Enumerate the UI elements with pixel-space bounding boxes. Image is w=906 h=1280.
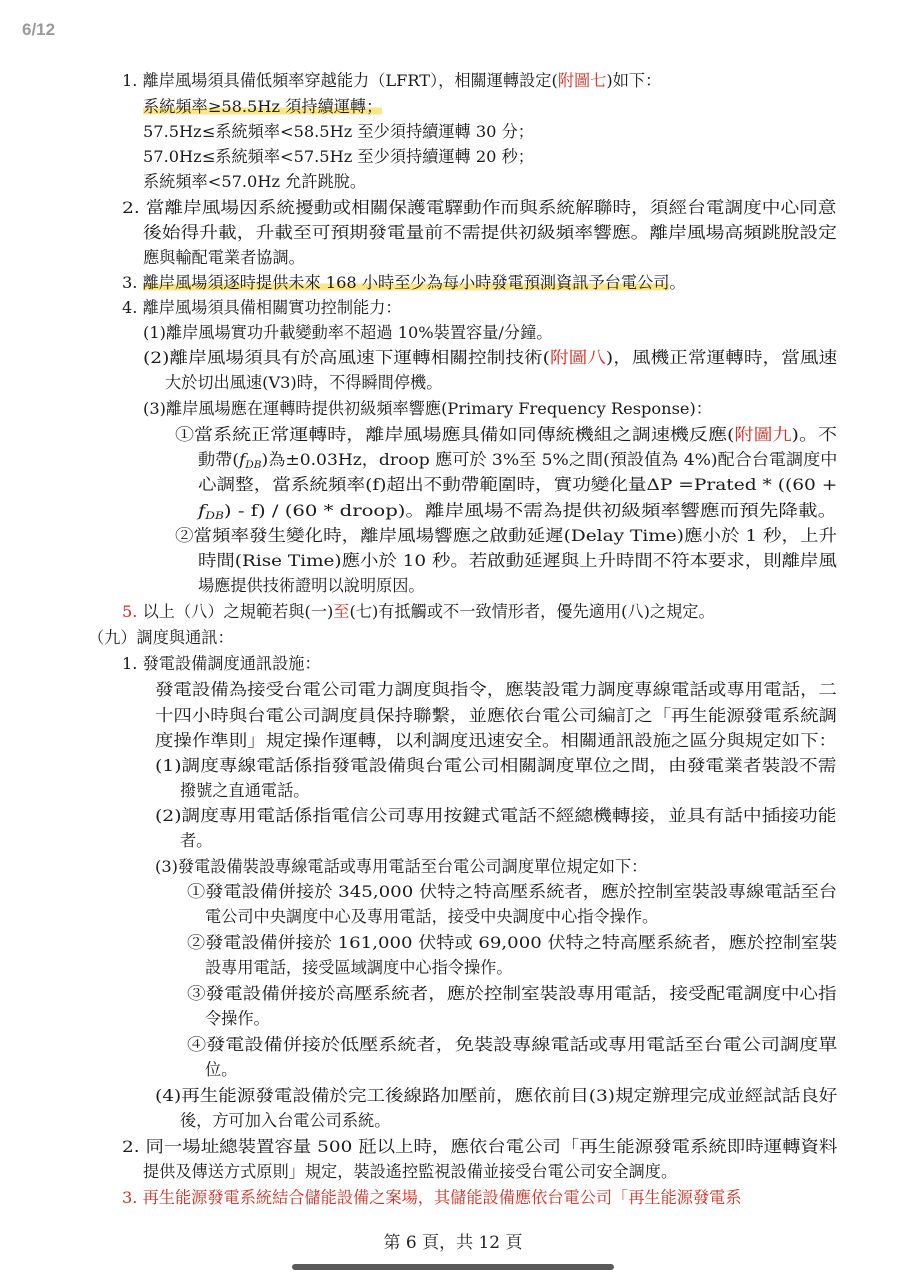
text-segment: ④發電設備併接於低壓系統者，免裝設專線電話或專用電話至台電公司調度單 (187, 1035, 838, 1054)
text-line (187, 932, 837, 954)
text-segment: 3. (122, 273, 143, 292)
page-indicator: 6/12 (22, 20, 56, 39)
text-segment: 57.0Hz≤系統頻率<57.5Hz 至少須持續運轉 20 秒； (143, 147, 534, 166)
text-line (122, 70, 661, 92)
text-segment: 4. 離岸風場須具備相關實功控制能力： (122, 298, 402, 317)
text-segment: 動帶( (198, 450, 239, 469)
text-segment: (3)離岸風場應在運轉時提供初級頻率響應(Primary Frequency Response)： (143, 399, 712, 418)
text-segment: ①當系統正常運轉時，離岸風場應具備如同傳統機組之調速機反應( (175, 425, 735, 444)
text-line (122, 197, 836, 219)
text-line (198, 474, 837, 496)
text-segment: 電公司中央調度中心及專用電話，接受中央調度中心指令操作。 (205, 907, 659, 926)
text-segment: 設專用電話，接受區域調度中心指令操作。 (205, 958, 513, 977)
text-segment: 提供及傳送方式原則」規定，裝設遙控監視設備並接受台電公司安全調度。 (143, 1162, 678, 1181)
text-segment: 2. 當離岸風場因系統擾動或相關保護電驛動作而與系統解聯時，須經台電調度中心同意 (122, 198, 837, 217)
text-line (155, 856, 647, 878)
text-line (205, 1059, 237, 1081)
text-line (180, 780, 310, 802)
text-line (180, 1110, 390, 1132)
text-segment: ②當頻率發生變化時，離岸風場響應之啟動延遲(Delay Time)應小於 1 秒，上升 (175, 526, 838, 545)
text-line (122, 653, 321, 675)
text-line (205, 1008, 270, 1030)
text-line (180, 830, 212, 852)
text-segment: 者。 (180, 831, 213, 850)
text-segment: ①發電設備併接於 345,000 伏特之特高壓系統者，應於控制室裝設專線電話至台 (187, 882, 838, 901)
text-line (143, 1161, 677, 1183)
text-segment: 後，方可加入台電公司系統。 (180, 1111, 391, 1130)
text-segment: 以上（八）之規範若與(一) (137, 602, 334, 621)
red-text: 3. 再生能源發電系統結合儲能設備之案場，其儲能設備應依台電公司「再生能源發電系 (122, 1188, 742, 1207)
text-segment: 系統頻率<57.0Hz 允許跳脫。 (143, 172, 367, 191)
text-line (205, 906, 658, 928)
text-line (88, 627, 234, 649)
page-footer: 第 6 頁，共 12 頁 (383, 1233, 523, 1253)
text-line (198, 500, 837, 528)
text-segment: (2)調度專用電話係指電信公司專用按鍵式電話不經總機轉接，並具有話中插接功能 (155, 806, 837, 825)
text-line (143, 347, 837, 369)
text-line (198, 449, 837, 477)
text-line (187, 881, 837, 903)
text-segment: （九）調度與通訊： (88, 628, 234, 647)
text-segment: 大於切出風速(V3)時，不得瞬間停機。 (165, 373, 443, 392)
text-segment: f (238, 450, 246, 469)
text-segment: 發電設備為接受台電公司電力調度與指令，應裝設電力調度專線電話或專用電話，二 (155, 680, 837, 699)
text-segment: 撥號之直通電話。 (180, 781, 310, 800)
text-segment: 1. 離岸風場須具備低頻率穿越能力（LFRT），相關運轉設定( (122, 71, 558, 90)
text-line (143, 171, 366, 193)
text-segment: ③發電設備併接於高壓系統者，應於控制室裝設專用電話，接受配電調度中心指 (187, 984, 837, 1003)
text-segment: 時間(Rise Time)應小於 10 秒。若啟動延遲與上升時間不符本要求，則離岸風 (198, 551, 837, 570)
text-line (143, 398, 712, 420)
text-segment: f (198, 501, 206, 520)
text-segment: (七)有抵觸或不一致情形者，優先適用(八)之規定。 (349, 602, 715, 621)
text-segment: 57.5Hz≤系統頻率<58.5Hz 至少須持續運轉 30 分； (143, 122, 534, 141)
text-segment: DB (245, 460, 262, 471)
text-segment: DB (205, 511, 224, 522)
red-text: 附圖九 (734, 425, 792, 444)
text-segment: )如下： (606, 71, 662, 90)
highlighted-text: 離岸風場須逐時提供未來 168 小時至少為每小時發電預測資訊予台電公司 (142, 273, 670, 292)
text-segment: 後始得升載，升載至可預期發電量前不需提供初級頻率響應。離岸風場高頻跳脫設定 (143, 223, 837, 242)
text-line (198, 575, 425, 597)
text-line (155, 805, 836, 827)
text-line (143, 222, 837, 244)
text-segment: (3)發電設備裝設專線電話或專用電話至台電公司調度單位規定如下： (155, 857, 648, 876)
text-line (143, 121, 534, 143)
text-segment: (1)離岸風場實功升載變動率不超過 10%裝置容量/分鐘。 (143, 323, 553, 342)
text-line (143, 146, 534, 168)
text-line (198, 550, 837, 572)
red-text: 5. (122, 602, 138, 621)
text-line (143, 247, 305, 269)
text-segment: )。不 (791, 425, 838, 444)
highlighted-text: 系統頻率≥58.5Hz 須持續運轉； (143, 97, 383, 116)
red-text: 至 (333, 602, 350, 621)
text-segment: (2)離岸風場須具有於高風速下運轉相關控制技術( (143, 348, 550, 367)
home-indicator-bar[interactable] (292, 1264, 614, 1270)
text-line (175, 424, 837, 446)
text-segment: 度操作準則」規定操作運轉，以利調度迅速安全。相關通訊設施之區分與規定如下： (155, 731, 837, 750)
text-segment: 心調整，當系統頻率(f)超出不動帶範圍時，實功變化量ΔP =Prated * ((60 + (198, 475, 838, 494)
text-line (187, 1034, 837, 1056)
text-segment: )為±0.03Hz，droop 應可於 3%至 5%之間(預設值為 4%)配合台電調度中 (261, 450, 838, 469)
text-segment: 應與輸配電業者協調。 (143, 248, 305, 267)
text-segment: 十四小時與台電公司調度員保持聯繫，並應依台電公司編訂之「再生能源發電系統調 (155, 706, 837, 725)
text-segment: (4)再生能源發電設備於完工後線路加壓前，應依前目(3)規定辦理完成並經試話良好 (155, 1086, 838, 1105)
text-line (122, 601, 715, 623)
text-line (175, 525, 837, 547)
text-segment: 1. 發電設備調度通訊設施： (122, 654, 321, 673)
text-segment: 2. 同一場址總裝置容量 500 瓩以上時，應依台電公司「再生能源發電系統即時運轉資料 (122, 1137, 838, 1156)
text-line (155, 705, 837, 727)
text-segment: ②發電設備併接於 161,000 伏特或 69,000 伏特之特高壓系統者，應於控制室裝 (187, 933, 838, 952)
text-line (122, 297, 402, 319)
text-segment: 令操作。 (205, 1009, 270, 1028)
text-line (122, 272, 686, 294)
text-segment: (1)調度專線電話係指發電設備與台電公司相關調度單位之間，由發電業者裝設不需 (155, 756, 837, 775)
text-line (122, 1136, 837, 1158)
text-line (155, 730, 837, 752)
text-segment: ) - f) / (60 * droop)。離岸風場不需為提供初級頻率響應而預先降載。 (223, 501, 838, 520)
text-line (205, 957, 513, 979)
text-line (155, 755, 836, 777)
text-line (155, 679, 837, 701)
text-line (155, 1085, 837, 1107)
text-segment: )，風機正常運轉時，當風速 (605, 348, 838, 367)
text-line (143, 96, 382, 118)
text-line (122, 1187, 742, 1209)
red-text: 附圖八 (549, 348, 606, 367)
text-segment: 場應提供技術證明以說明原因。 (198, 576, 425, 595)
text-segment: 位。 (205, 1060, 238, 1079)
text-line (143, 322, 552, 344)
text-segment: 。 (669, 273, 686, 292)
red-text: 附圖七 (557, 71, 607, 90)
text-line (187, 983, 836, 1005)
text-line (165, 372, 442, 394)
